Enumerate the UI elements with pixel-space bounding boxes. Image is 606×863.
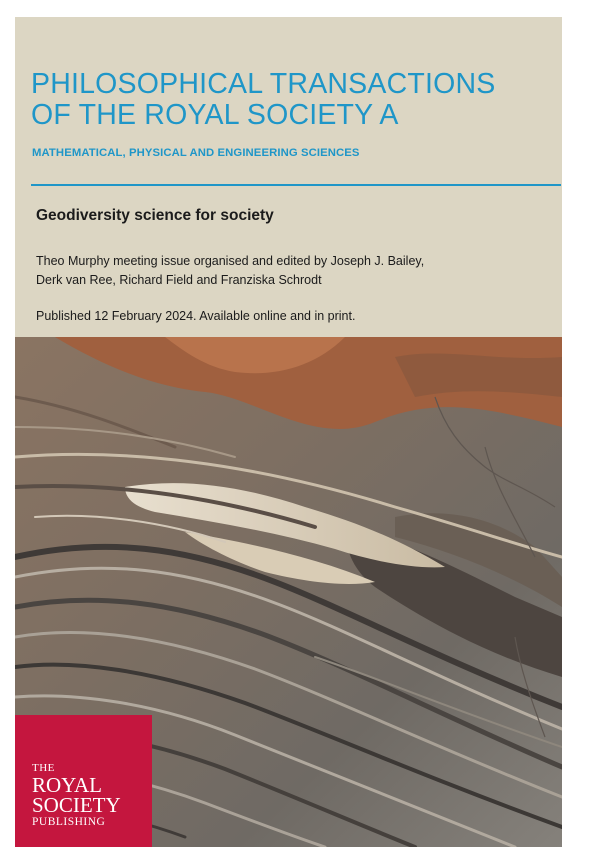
issue-title: Geodiversity science for society: [36, 207, 274, 224]
journal-cover: [15, 17, 562, 847]
journal-title-line-1: PHILOSOPHICAL TRANSACTIONS: [31, 68, 496, 100]
logo-word-society: SOCIETY: [32, 793, 121, 817]
logo-word-publishing: PUBLISHING: [32, 816, 106, 828]
logo-word-royal: ROYAL: [32, 773, 103, 797]
publication-date: Published 12 February 2024. Available online and in print.: [36, 309, 356, 323]
issue-editors: [36, 252, 516, 290]
divider: [31, 184, 561, 186]
journal-subject: MATHEMATICAL, PHYSICAL AND ENGINEERING SCIENCES: [32, 147, 360, 159]
editors-line-2: Derk van Ree, Richard Field and Franziska Schrodt: [36, 273, 322, 287]
logo-word-the: THE: [32, 762, 55, 774]
journal-title-line-2: OF THE ROYAL SOCIETY A: [31, 99, 399, 131]
journal-title: [31, 69, 551, 131]
editors-line-1: Theo Murphy meeting issue organised and edited by Joseph J. Bailey,: [36, 254, 425, 268]
royal-society-publishing-logo: [15, 715, 152, 847]
